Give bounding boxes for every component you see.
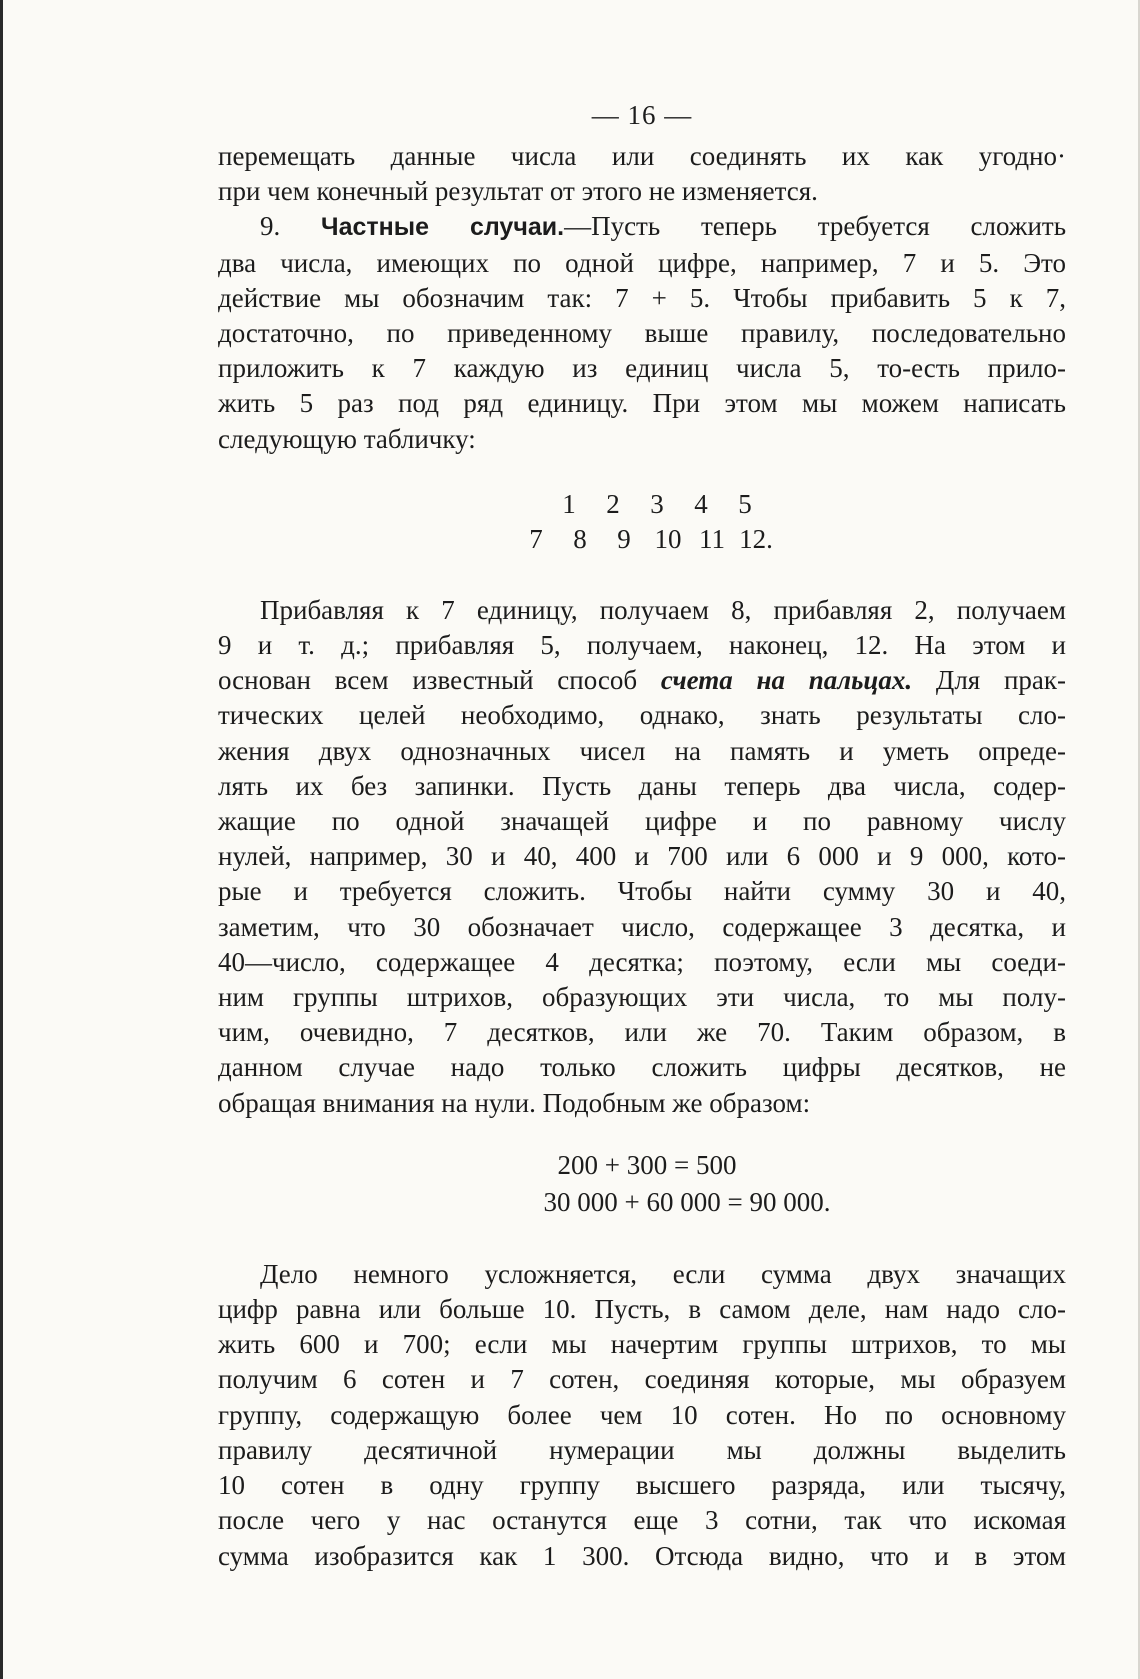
book-page xyxy=(218,92,1066,1574)
table-cell: 4 xyxy=(694,488,708,519)
text-line: данном случае надо только сложить цифры десятков, не xyxy=(218,1052,1066,1083)
text-line: сумма изобразится как 1 300. Отсюда видно, что и в этом xyxy=(218,1540,1066,1571)
section-heading: Частные случаи. xyxy=(321,213,565,242)
table-cell: 5 xyxy=(738,488,752,519)
paragraph-1 xyxy=(218,139,1066,209)
table-row xyxy=(218,522,1066,557)
table-cell: 1 xyxy=(562,488,576,519)
table-cell: 2 xyxy=(606,488,620,519)
text-line: группу, содержащую более чем 10 сотен. Но по основному xyxy=(218,1399,1066,1430)
addition-table xyxy=(218,487,1066,557)
text-line: жения двух однозначных чисел на память и уметь опреде- xyxy=(218,735,1066,766)
text-line: жить 5 раз под ряд единицу. При этом мы можем написать xyxy=(218,388,1066,419)
text-fragment: —Пусть теперь требуется сложить xyxy=(564,211,1067,242)
equations xyxy=(218,1147,1066,1221)
table-cell: 8 xyxy=(573,523,587,554)
page-number: — 16 — xyxy=(591,100,693,130)
text-line: Прибавляя к 7 единицу, получаем 8, прибавляя 2, получаем xyxy=(260,594,1066,625)
table-cell: 12. xyxy=(739,523,773,554)
text-line: следующую табличку: xyxy=(218,423,476,454)
table-row xyxy=(218,487,1066,522)
text-line: приложить к 7 каждую из единиц числа 5, то-есть прило- xyxy=(218,353,1066,384)
text-line: при чем конечный результат от этого не изменяется. xyxy=(218,176,818,207)
text-line: после чего у нас останутся еще 3 сотни, так что искомая xyxy=(218,1505,1066,1536)
text-line: получим 6 сотен и 7 сотен, соединяя которые, мы образуем xyxy=(218,1364,1066,1395)
paragraph-4 xyxy=(218,1257,1066,1574)
text-line: цифр равна или больше 10. Пусть, в самом деле, нам надо сло- xyxy=(218,1294,1066,1325)
text-line: достаточно, по приведенному выше правилу, последовательно xyxy=(218,318,1066,349)
text-fragment: основан всем известный способ xyxy=(218,665,661,696)
text-line xyxy=(218,209,1066,245)
text-line: перемещать данные числа или соединять их как угодно· xyxy=(218,141,1066,171)
table-cell: 3 xyxy=(650,488,664,519)
equation: 30 000 + 60 000 = 90 000. xyxy=(543,1186,831,1217)
text-line: правилу десятичной нумерации мы должны выделить xyxy=(218,1434,1066,1465)
table-cell: 9 xyxy=(617,523,631,554)
text-line: 40—число, содержащее 4 десятка; поэтому, если мы соеди- xyxy=(218,946,1066,977)
text-line: жить 600 и 700; если мы начертим группы штрихов, то мы xyxy=(218,1329,1066,1360)
text-line: действие мы обозначим так: 7 + 5. Чтобы прибавить 5 к 7, xyxy=(218,282,1066,313)
text-line: жащие по одной значащей цифре и по равному числу xyxy=(218,806,1066,837)
table-cell: 10 xyxy=(654,523,682,554)
text-line: 10 сотен в одну группу высшего разряда, или тысячу, xyxy=(218,1470,1066,1501)
text-line: два числа, имеющих по одной цифре, например, 7 и 5. Это xyxy=(218,247,1066,278)
table-cell: 11 xyxy=(699,523,725,554)
text-line: рые и требуется сложить. Чтобы найти сумму 30 и 40, xyxy=(218,876,1066,907)
table-cell: 7 xyxy=(529,523,543,554)
text-line: нулей, например, 30 и 40, 400 и 700 или 6 000 и 9 000, кото- xyxy=(218,841,1066,872)
text-fragment: Для прак- xyxy=(912,665,1066,696)
text-line: заметим, что 30 обозначает число, содержащее 3 десятка, и xyxy=(218,911,1066,942)
italic-term: счета на пальцах. xyxy=(660,665,913,696)
paragraph-2 xyxy=(218,209,1066,456)
section-number: 9. xyxy=(260,211,281,242)
equation: 200 + 300 = 500 xyxy=(557,1149,737,1180)
text-line: 9 и т. д.; прибавляя 5, получаем, наконец, 12. На этом и xyxy=(218,630,1066,661)
text-line: тических целей необходимо, однако, знать результаты сло- xyxy=(218,700,1066,731)
paragraph-3 xyxy=(218,593,1066,1121)
text-line: лять их без запинки. Пусть даны теперь два числа, содер- xyxy=(218,770,1066,801)
text-line: Дело немного усложняется, если сумма двух значащих xyxy=(260,1258,1066,1289)
text-line: чим, очевидно, 7 десятков, или же 70. Таким образом, в xyxy=(218,1017,1066,1048)
scan-edge-left xyxy=(0,0,3,1679)
text-line: обращая внимания на нули. Подобным же образом: xyxy=(218,1087,811,1118)
text-line xyxy=(218,663,1066,698)
text-line: ним группы штрихов, образующих эти числа, то мы полу- xyxy=(218,982,1066,1013)
